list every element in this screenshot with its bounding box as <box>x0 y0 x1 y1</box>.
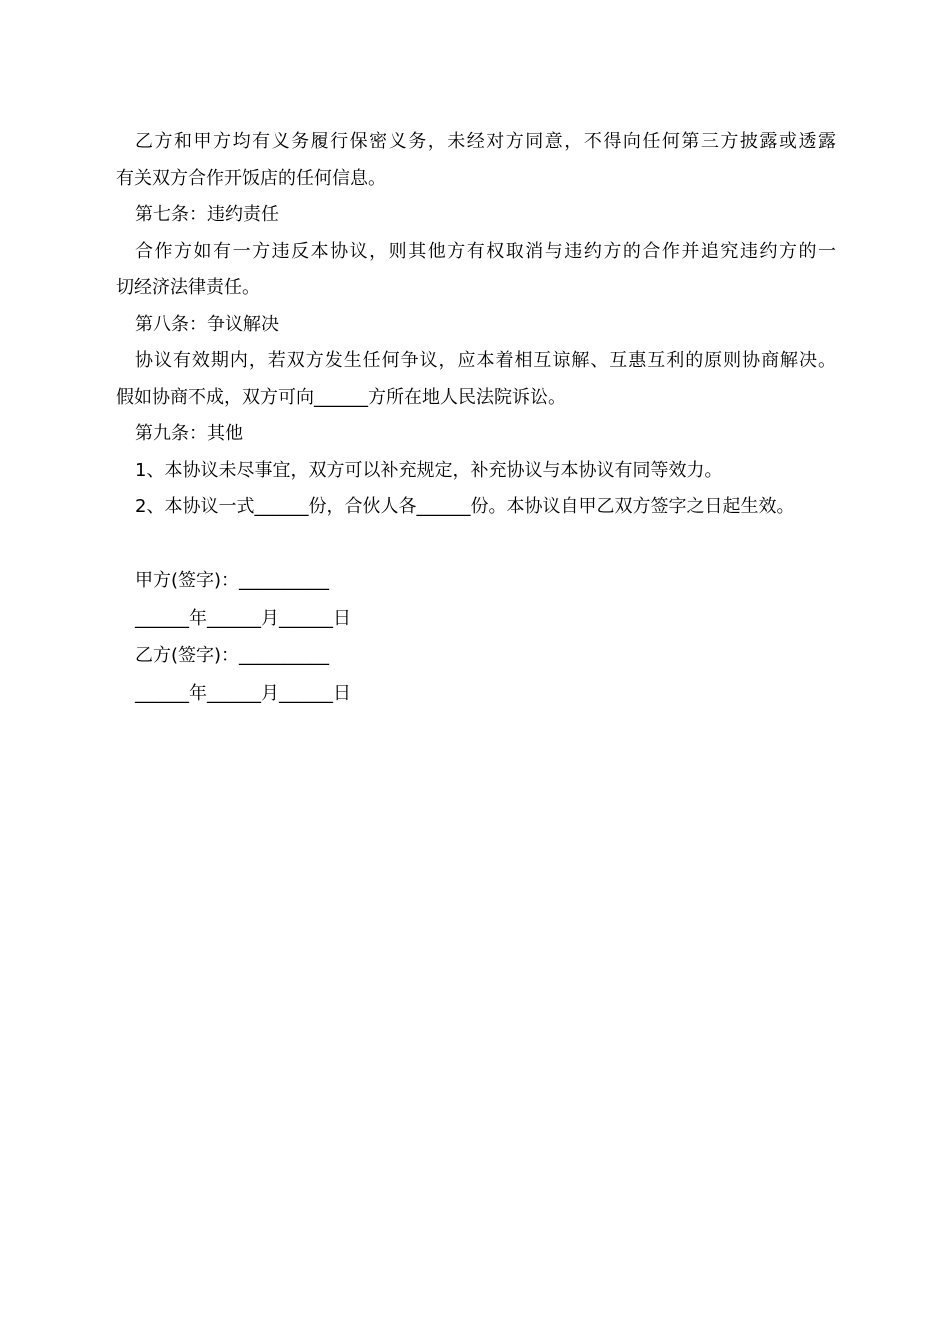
article-8-text-line-2: 假如协商不成，双方可向______方所在地人民法院诉讼。 <box>116 386 566 408</box>
party-a-signature-line: 甲方(签字)：__________ <box>135 570 330 591</box>
article-8-heading: 第八条：争议解决 <box>135 313 279 335</box>
confidentiality-text-line-2: 有关双方合作开饭店的任何信息。 <box>116 167 386 189</box>
article-8-text-line-1: 协议有效期内，若双方发生任何争议，应本着相互谅解、互惠互利的原则协商解决。 <box>135 350 836 371</box>
article-9-item-2: 2、本协议一式______份，合伙人各______份。本协议自甲乙双方签字之日起生效。 <box>135 496 795 517</box>
article-7-text-line-1: 合作方如有一方违反本协议，则其他方有权取消与违约方的合作并追究违约方的一 <box>135 240 836 262</box>
document-body <box>116 124 836 712</box>
party-a-date-line: ______年______月______日 <box>135 607 351 629</box>
party-b-signature-line: 乙方(签字)：__________ <box>135 645 330 666</box>
article-9-heading: 第九条：其他 <box>135 423 243 444</box>
confidentiality-text-line-1: 乙方和甲方均有义务履行保密义务，未经对方同意，不得向任何第三方披露或透露 <box>135 131 836 152</box>
spacer <box>116 526 836 563</box>
article-9-item-1: 1、本协议未尽事宜，双方可以补充规定，补充协议与本协议有同等效力。 <box>135 459 723 481</box>
party-b-date-line: ______年______月______日 <box>135 682 351 704</box>
article-7-text-line-2: 切经济法律责任。 <box>116 277 260 298</box>
article-7-heading: 第七条：违约责任 <box>135 204 279 225</box>
